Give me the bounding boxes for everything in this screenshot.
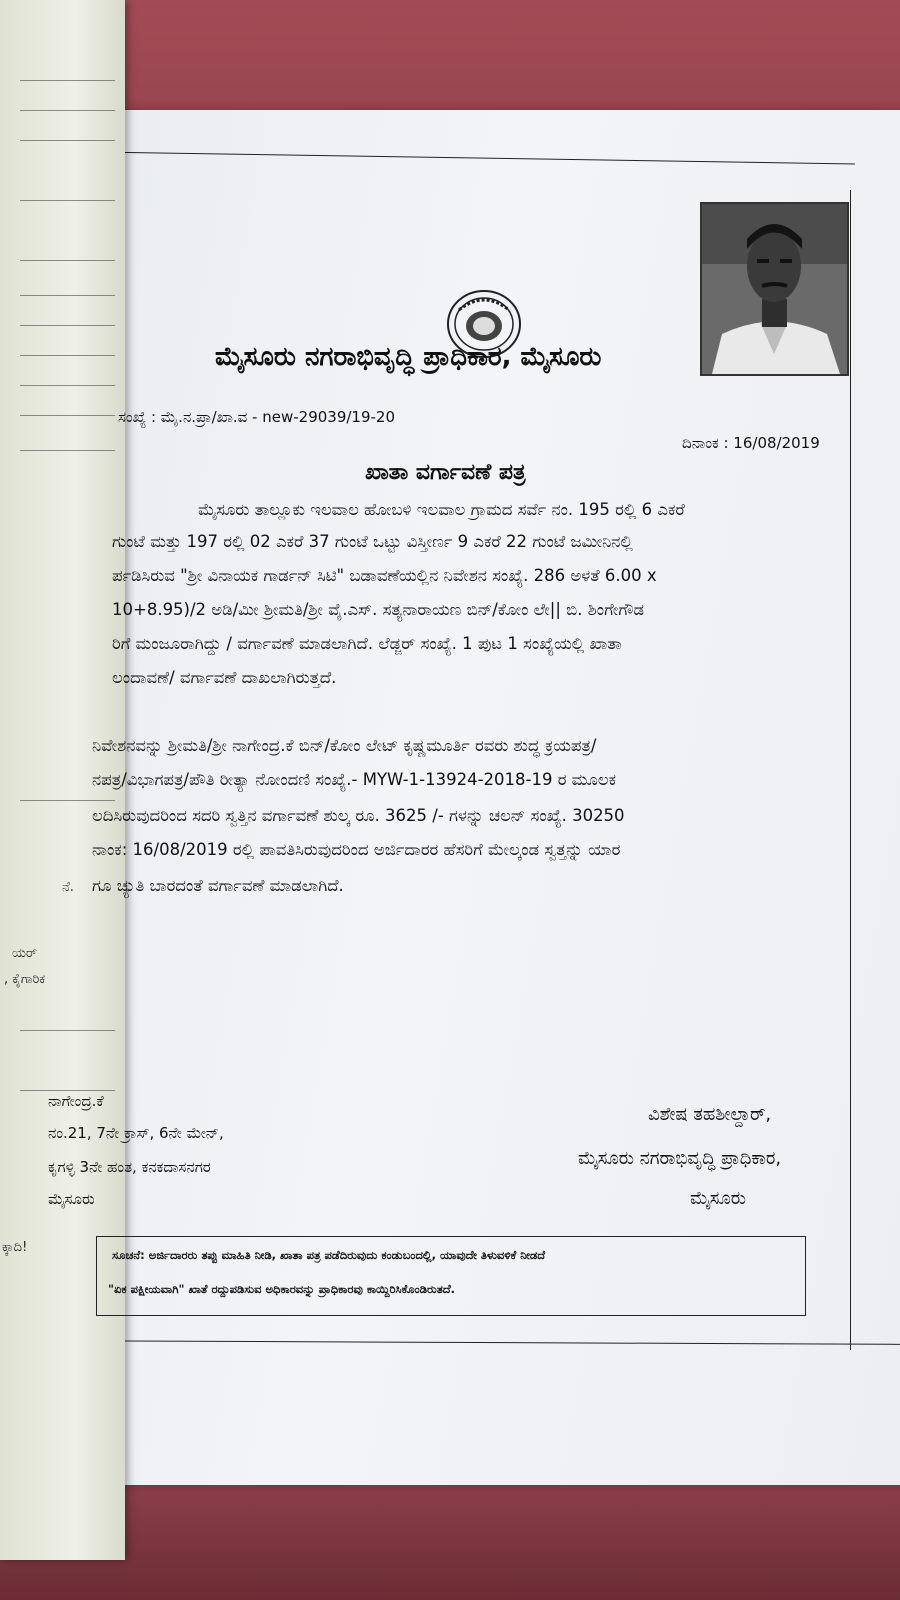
body-line: ಮೈಸೂರು ತಾಲ್ಲೂಕು ಇಲವಾಲ ಹೋಬಳಿ ಇಲವಾಲ ಗ್ರಾಮದ ಸರ್ವೆ ನಂ. 195 ರಲ್ಲಿ 6 ಎಕರೆ — [198, 500, 685, 519]
body-line: ನಾಂಕ: 16/08/2019 ರಲ್ಲಿ ಪಾವತಿಸಿರುವುದರಿಂದ ಅರ್ಜಿದಾರರ ಹೆಸರಿಗೆ ಮೇಲ್ಕಂಡ ಸ್ವತ್ತನ್ನು ಯಾರ — [92, 840, 621, 859]
addressee-name: ನಾಗೇಂದ್ರ.ಕೆ — [48, 1092, 104, 1110]
applicant-photo — [700, 202, 849, 376]
booklet-line — [20, 260, 115, 261]
border-right — [850, 190, 851, 1350]
body-line: ಲದಿಸಿರುವುದರಿಂದ ಸದರಿ ಸ್ವತ್ತಿನ ವರ್ಗಾವಣೆ ಶುಲ್ಕ ರೂ. 3625 /- ಗಳನ್ನು ಚಲನ್ ಸಂಖ್ಯೆ. 30250 — [92, 806, 625, 825]
booklet-fragment: ಕ್ಕಾದಿ! — [2, 1240, 28, 1255]
booklet-line — [20, 415, 115, 416]
booklet-fragment: ಯರ್ — [12, 946, 38, 961]
body-line: ಲಂದಾವಣೆ/ ವರ್ಗಾವಣೆ ದಾಖಲಾಗಿರುತ್ತದೆ. — [112, 668, 337, 687]
booklet-line — [20, 1030, 115, 1031]
document-heading: ಖಾತಾ ವರ್ಗಾವಣೆ ಪತ್ರ — [365, 460, 526, 485]
notice-line: "ಏಕ ಪಕ್ಷೀಯವಾಗಿ" ಖಾತೆ ರದ್ದುಪಡಿಸುವ ಅಧಿಕಾರವನ್ನು ಪ್ರಾಧಿಕಾರವು ಕಾಯ್ದಿರಿಸಿಕೊಂಡಿರುತದೆ. — [108, 1282, 456, 1296]
signatory-office: ಮೈಸೂರು ನಗರಾಭಿವೃದ್ಧಿ ಪ್ರಾಧಿಕಾರ, — [578, 1148, 782, 1169]
authority-title: ಮೈಸೂರು ನಗರಾಭಿವೃದ್ಧಿ ಪ್ರಾಧಿಕಾರ, ಮೈಸೂರು — [215, 342, 602, 372]
reference-number: ಸಂಖ್ಯೆ : ಮೈ.ನ.ಪ್ರಾ/ಖಾ.ವ - new-29039/19-20 — [118, 408, 396, 426]
addressee-line: ನಂ.21, 7ನೇ ಕ್ರಾಸ್, 6ನೇ ಮೇನ್, — [48, 1124, 224, 1142]
body-line: ರ್ಪಡಿಸಿರುವ "ಶ್ರೀ ವಿನಾಯಕ ಗಾರ್ಡನ್ ಸಿಟಿ" ಬಡಾವಣೆಯಲ್ಲಿನ ನಿವೇಶನ ಸಂಖ್ಯೆ. 286 ಅಳತೆ 6.00 x — [112, 566, 657, 585]
body-line: ನಿವೇಶನವನ್ನು ಶ್ರೀಮತಿ/ಶ್ರೀ ನಾಗೇಂದ್ರ.ಕೆ ಬಿನ್/ಕೋಂ ಲೇಟ್ ಕೃಷ್ಣಮೂರ್ತಿ ರವರು ಶುದ್ಧ ಕ್ರಯಪತ್ರ/ — [92, 736, 597, 755]
border-top — [125, 152, 855, 164]
booklet-line — [20, 800, 115, 801]
booklet-line — [20, 200, 115, 201]
signatory-designation: ವಿಶೇಷ ತಹಶೀಲ್ದಾರ್, — [648, 1104, 772, 1125]
booklet-line — [20, 80, 115, 81]
body-line: ಗೂ ಚ್ಯುತಿ ಬಾರದಂತೆ ವರ್ಗಾವಣೆ ಮಾಡಲಾಗಿದೆ. — [92, 876, 344, 895]
body-line: ನಪತ್ರ/ವಿಭಾಗಪತ್ರ/ಪೌತಿ ರೀತ್ಯಾ ನೋಂದಣಿ ಸಂಖ್ಯೆ.- MYW-1-13924-2018-19 ರ ಮೂಲಕ — [92, 770, 617, 789]
booklet-line — [20, 140, 115, 141]
body-line: 10+8.95)/2 ಅಡಿ/ಮೀ ಶ್ರೀಮತಿ/ಶ್ರೀ ವೈ.ಎಸ್. ಸತ್ಯನಾರಾಯಣ ಬಿನ್/ಕೋಂ ಲೇ|| ಬಿ. ಶಿಂಗೇಗೌಡ — [112, 600, 644, 619]
body-line: ರಿಗೆ ಮಂಜೂರಾಗಿದ್ದು / ವರ್ಗಾವಣೆ ಮಾಡಲಾಗಿದೆ. ಲೆಡ್ಜರ್ ಸಂಖ್ಯೆ. 1 ಪುಟ 1 ಸಂಖ್ಯೆಯಲ್ಲಿ ಖಾತಾ — [112, 634, 622, 653]
booklet-line — [20, 110, 115, 111]
booklet-fragment: ನೆ. — [62, 880, 74, 895]
signatory-city: ಮೈಸೂರು — [690, 1188, 746, 1209]
booklet-fragment: , ಕೈಗಾರಿಕ — [4, 972, 46, 987]
booklet-line — [20, 325, 115, 326]
booklet-line — [20, 295, 115, 296]
booklet-line — [20, 355, 115, 356]
addressee-line: ಕೃಗಳ್ಳಿ 3ನೇ ಹಂತ, ಕನಕದಾಸನಗರ — [48, 1158, 211, 1176]
addressee-line: ಮೈಸೂರು — [48, 1190, 95, 1208]
booklet-line — [20, 1090, 115, 1091]
body-line: ಗುಂಟೆ ಮತ್ತು 197 ರಲ್ಲಿ 02 ಎಕರೆ 37 ಗುಂಟೆ ಒಟ್ಟು ವಿಸ್ತೀರ್ಣ 9 ಎಕರೆ 22 ಗುಂಟೆ ಜಮೀನಿನಲ್ಲಿ — [112, 532, 633, 551]
issue-date: ದಿನಾಂಕ : 16/08/2019 — [682, 434, 820, 452]
border-bottom — [20, 1340, 900, 1345]
booklet-line — [20, 385, 115, 386]
table-surface-bottom — [0, 1480, 900, 1600]
booklet-line — [20, 450, 115, 451]
notice-line: ಸೂಚನೆ: ಅರ್ಜಿದಾರರು ತಪ್ಪು ಮಾಹಿತಿ ನೀಡಿ, ಖಾತಾ ಪತ್ರ ಪಡೆದಿರುವುದು ಕಂಡುಬಂದಲ್ಲಿ, ಯಾವುದೇ ತಿಳುವಳಿಕೆ ನೀಡದೆ — [112, 1248, 546, 1262]
